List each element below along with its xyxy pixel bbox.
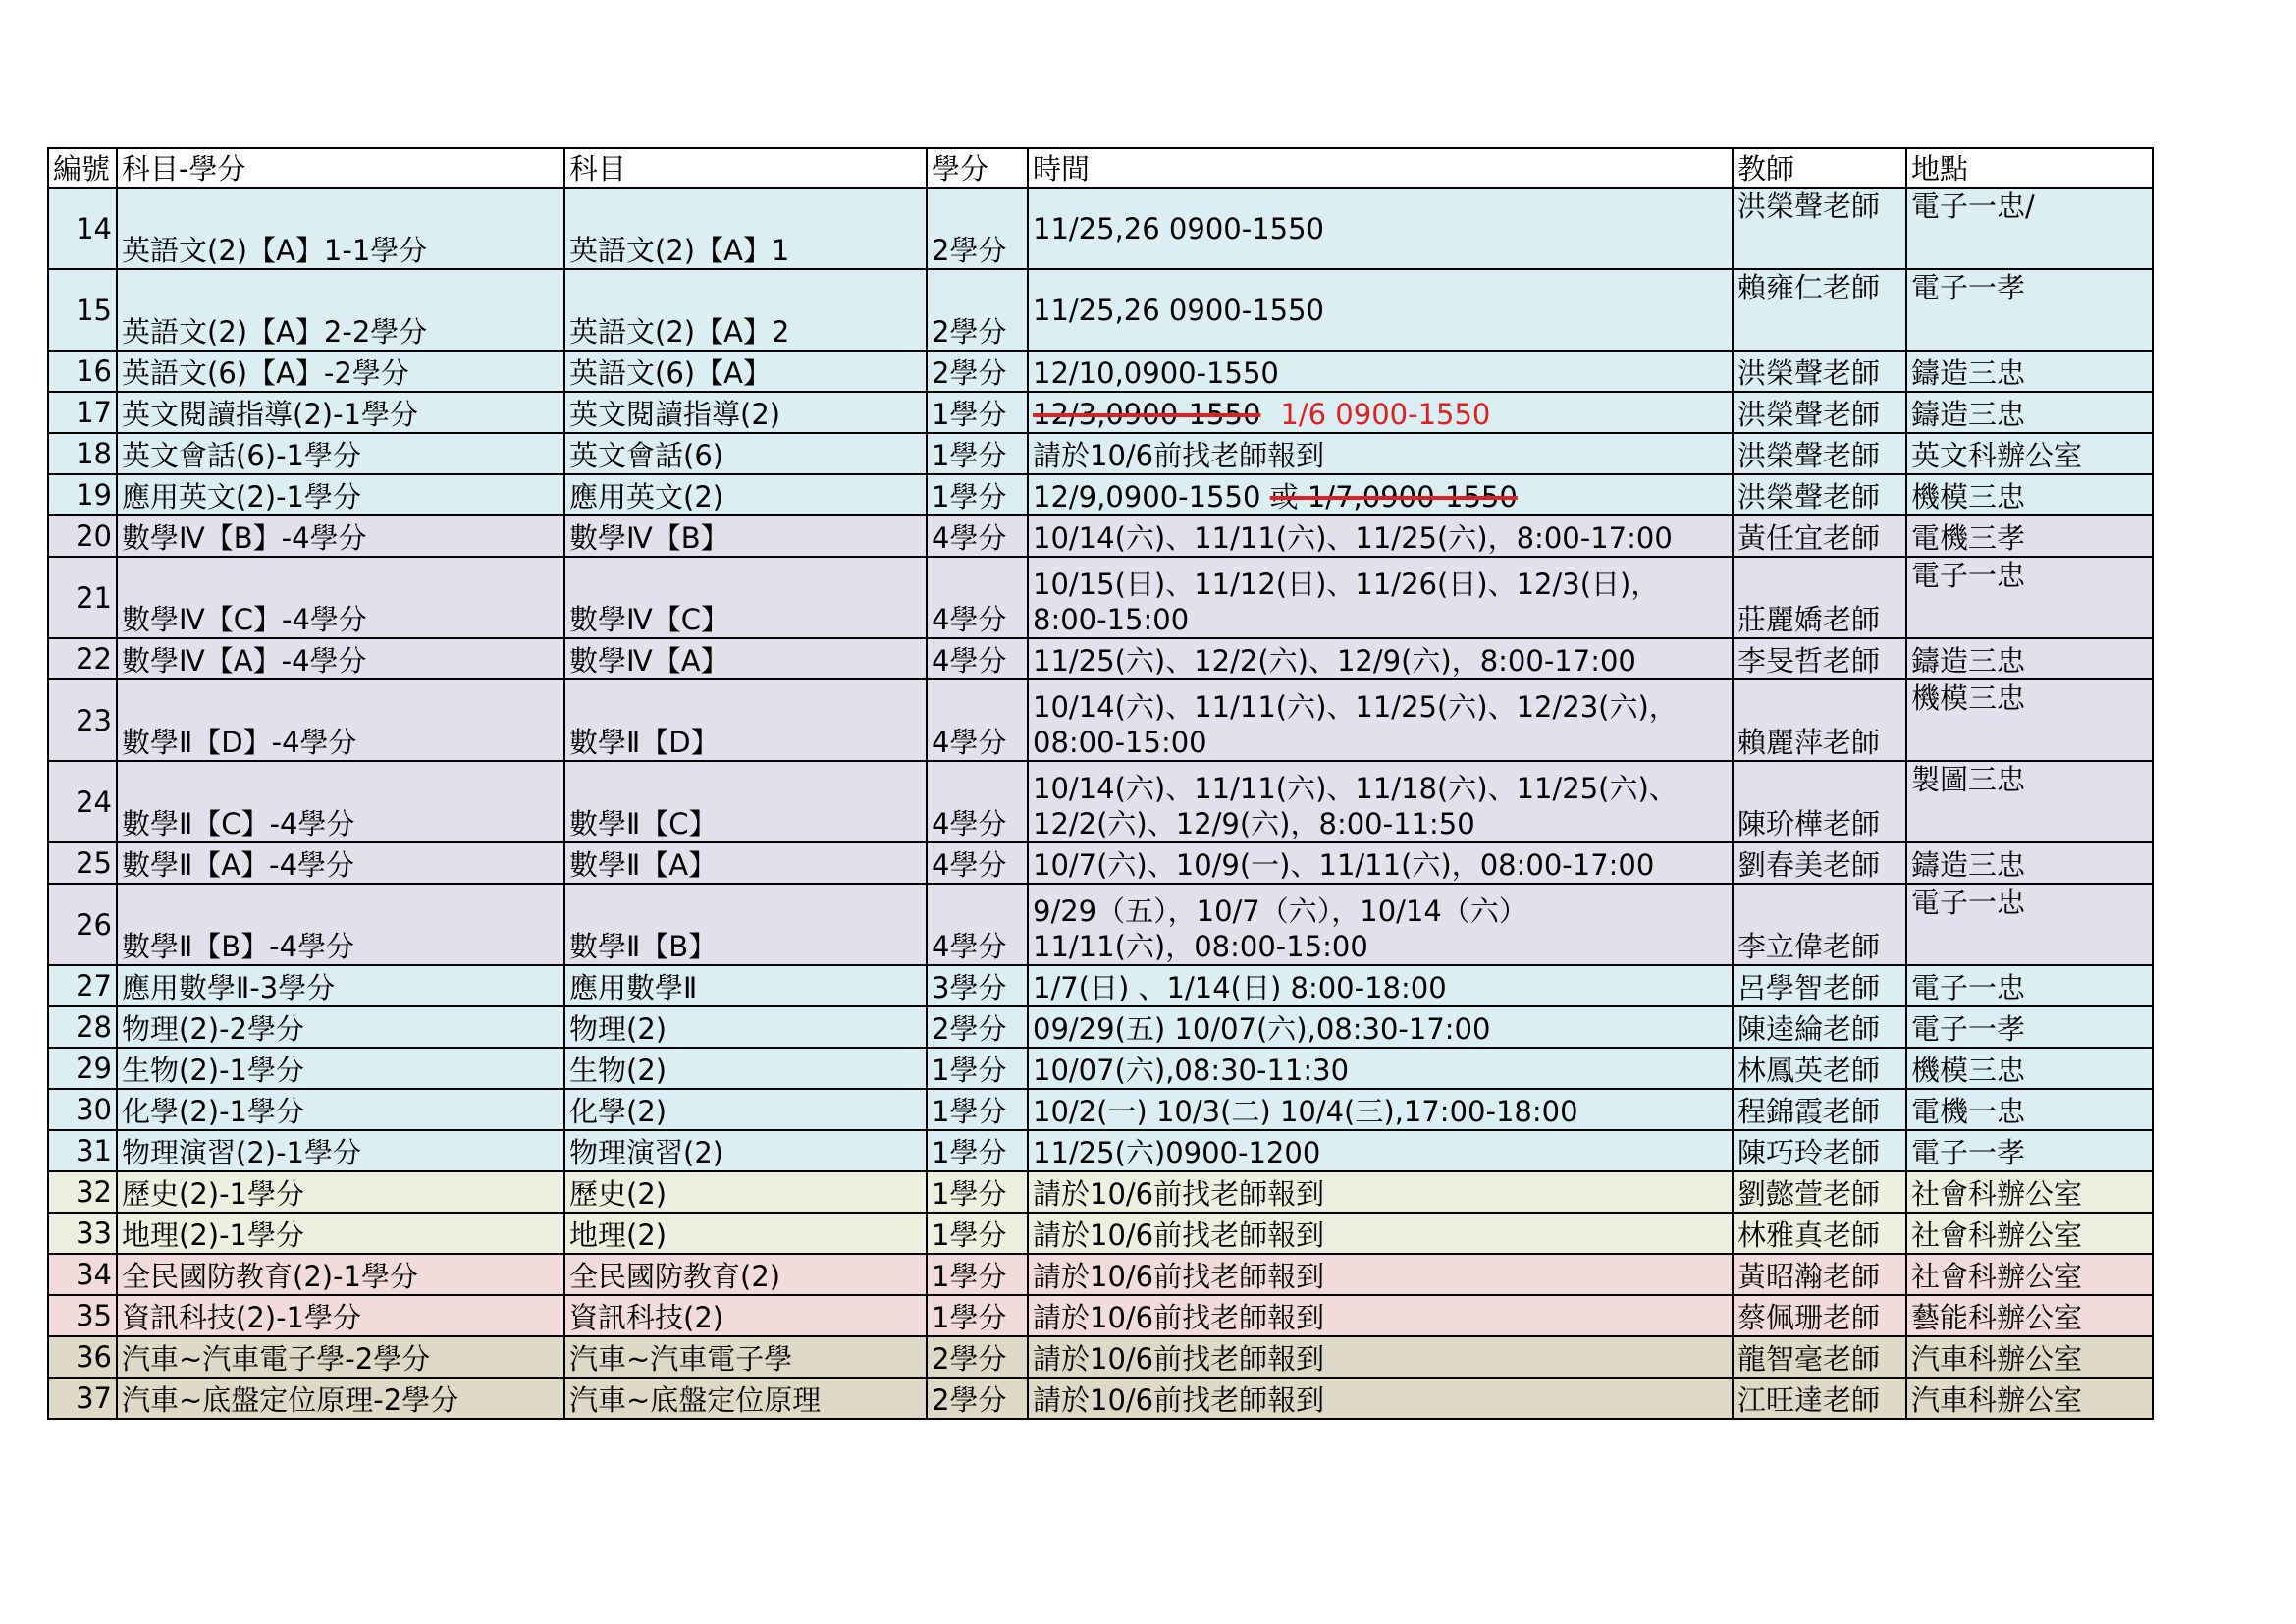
time-line: 09/29(五) 10/07(六),08:30-17:00 — [1033, 1012, 1491, 1046]
row-location: 電子一忠 — [1906, 557, 2153, 638]
time-line: 10/14(六)、11/11(六)、11/18(六)、11/25(六)、 — [1033, 772, 1678, 805]
row-credits: 2學分 — [927, 1006, 1028, 1048]
row-location: 機模三忠 — [1906, 1048, 2153, 1089]
row-teacher: 劉懿萱老師 — [1733, 1171, 1906, 1213]
table-row — [48, 1295, 2153, 1336]
row-credits: 4學分 — [927, 557, 1028, 638]
row-subject: 數學Ⅳ【A】 — [564, 638, 927, 679]
row-subject-credit: 物理(2)-2學分 — [117, 1006, 564, 1048]
row-num: 23 — [48, 679, 117, 761]
row-subject: 數學Ⅳ【C】 — [564, 557, 927, 638]
row-subject-credit: 資訊科技(2)-1學分 — [117, 1295, 564, 1336]
row-teacher: 程錦霞老師 — [1733, 1089, 1906, 1130]
row-location: 社會科辦公室 — [1906, 1213, 2153, 1254]
row-subject-credit: 地理(2)-1學分 — [117, 1213, 564, 1254]
row-num: 24 — [48, 761, 117, 842]
time-struck-text: 12/3,0900-1550 — [1033, 398, 1261, 431]
row-subject: 應用數學Ⅱ — [564, 965, 927, 1006]
row-subject-credit: 汽車~底盤定位原理-2學分 — [117, 1378, 564, 1419]
row-location: 電子一孝 — [1906, 269, 2153, 351]
row-location: 電機三孝 — [1906, 515, 2153, 557]
row-credits: 2學分 — [927, 269, 1028, 351]
row-subject: 物理演習(2) — [564, 1130, 927, 1171]
row-time — [1028, 638, 1733, 679]
time-line: 10/14(六)、11/11(六)、11/25(六)，8:00-17:00 — [1033, 521, 1673, 555]
row-time — [1028, 474, 1733, 515]
row-credits: 1學分 — [927, 1213, 1028, 1254]
row-subject: 汽車~汽車電子學 — [564, 1336, 927, 1378]
row-num: 30 — [48, 1089, 117, 1130]
table-row — [48, 188, 2153, 269]
row-subject-credit: 數學Ⅳ【C】-4學分 — [117, 557, 564, 638]
row-subject: 歷史(2) — [564, 1171, 927, 1213]
row-subject-credit: 應用英文(2)-1學分 — [117, 474, 564, 515]
table-row — [48, 1336, 2153, 1378]
row-time — [1028, 761, 1733, 842]
row-time — [1028, 965, 1733, 1006]
header-credits: 學分 — [927, 148, 1028, 188]
row-credits: 1學分 — [927, 392, 1028, 433]
row-time — [1028, 1213, 1733, 1254]
row-location: 製圖三忠 — [1906, 761, 2153, 842]
row-teacher: 陳逵綸老師 — [1733, 1006, 1906, 1048]
table-row — [48, 1213, 2153, 1254]
row-location: 汽車科辦公室 — [1906, 1336, 2153, 1378]
row-num: 17 — [48, 392, 117, 433]
table-row — [48, 1048, 2153, 1089]
row-location: 鑄造三忠 — [1906, 842, 2153, 884]
time-line: 10/15(日)、11/12(日)、11/26(日)、12/3(日)， — [1033, 568, 1660, 601]
row-subject-credit: 英文閱讀指導(2)-1學分 — [117, 392, 564, 433]
row-subject: 全民國防教育(2) — [564, 1254, 927, 1295]
row-credits: 4學分 — [927, 842, 1028, 884]
row-location: 電機一忠 — [1906, 1089, 2153, 1130]
row-teacher: 龍智毫老師 — [1733, 1336, 1906, 1378]
row-num: 33 — [48, 1213, 117, 1254]
time-line: 12/10,0900-1550 — [1033, 356, 1279, 390]
time-line: 11/25,26 0900-1550 — [1033, 293, 1324, 327]
row-credits: 1學分 — [927, 433, 1028, 474]
row-subject-credit: 歷史(2)-1學分 — [117, 1171, 564, 1213]
row-location: 鑄造三忠 — [1906, 392, 2153, 433]
table-row — [48, 1171, 2153, 1213]
row-teacher: 洪榮聲老師 — [1733, 474, 1906, 515]
row-subject: 數學Ⅱ【D】 — [564, 679, 927, 761]
table-row — [48, 1006, 2153, 1048]
table-row — [48, 515, 2153, 557]
row-subject: 數學Ⅱ【C】 — [564, 761, 927, 842]
row-subject: 英語文(2)【A】2 — [564, 269, 927, 351]
row-teacher: 黃任宜老師 — [1733, 515, 1906, 557]
row-location: 電子一忠 — [1906, 965, 2153, 1006]
time-line: 請於10/6前找老師報到 — [1033, 1218, 1325, 1252]
header-location: 地點 — [1906, 148, 2153, 188]
row-location: 電子一忠 — [1906, 884, 2153, 965]
row-time — [1028, 1378, 1733, 1419]
header-time: 時間 — [1028, 148, 1733, 188]
row-num: 35 — [48, 1295, 117, 1336]
row-credits: 1學分 — [927, 1048, 1028, 1089]
time-line: 11/25(六)0900-1200 — [1033, 1136, 1321, 1169]
row-credits: 3學分 — [927, 965, 1028, 1006]
table-row — [48, 761, 2153, 842]
time-line: 請於10/6前找老師報到 — [1033, 1342, 1325, 1376]
time-line: 10/07(六),08:30-11:30 — [1033, 1054, 1350, 1087]
row-location: 英文科辦公室 — [1906, 433, 2153, 474]
row-subject: 化學(2) — [564, 1089, 927, 1130]
time-line: 請於10/6前找老師報到 — [1033, 1383, 1325, 1417]
row-credits: 2學分 — [927, 351, 1028, 392]
time-line: 10/14(六)、11/11(六)、11/25(六)、12/23(六)， — [1033, 690, 1678, 724]
time-line: 11/25(六)、12/2(六)、12/9(六)，8:00-17:00 — [1033, 644, 1636, 677]
row-num: 15 — [48, 269, 117, 351]
row-location: 機模三忠 — [1906, 474, 2153, 515]
row-subject-credit: 數學Ⅱ【A】-4學分 — [117, 842, 564, 884]
row-time — [1028, 1336, 1733, 1378]
table-row — [48, 351, 2153, 392]
row-location: 機模三忠 — [1906, 679, 2153, 761]
row-subject: 英語文(6)【A】 — [564, 351, 927, 392]
row-subject-credit: 數學Ⅱ【B】-4學分 — [117, 884, 564, 965]
time-line: 12/2(六)、12/9(六)，8:00-11:50 — [1033, 807, 1475, 840]
time-text: 12/9,0900-1550 — [1033, 480, 1270, 514]
row-time — [1028, 1048, 1733, 1089]
table-row — [48, 965, 2153, 1006]
row-num: 25 — [48, 842, 117, 884]
row-credits: 1學分 — [927, 1295, 1028, 1336]
table-row — [48, 392, 2153, 433]
row-teacher: 蔡佩珊老師 — [1733, 1295, 1906, 1336]
row-subject: 生物(2) — [564, 1048, 927, 1089]
table-row — [48, 474, 2153, 515]
row-credits: 2學分 — [927, 1336, 1028, 1378]
row-location: 社會科辦公室 — [1906, 1254, 2153, 1295]
row-time — [1028, 1254, 1733, 1295]
time-line: 11/25,26 0900-1550 — [1033, 211, 1324, 245]
row-time — [1028, 1089, 1733, 1130]
row-subject-credit: 數學Ⅳ【B】-4學分 — [117, 515, 564, 557]
row-teacher: 賴雍仁老師 — [1733, 269, 1906, 351]
row-credits: 4學分 — [927, 515, 1028, 557]
row-teacher: 賴麗萍老師 — [1733, 679, 1906, 761]
row-location: 鑄造三忠 — [1906, 638, 2153, 679]
row-time — [1028, 392, 1733, 433]
row-subject-credit: 數學Ⅳ【A】-4學分 — [117, 638, 564, 679]
row-teacher: 洪榮聲老師 — [1733, 188, 1906, 269]
header-subject: 科目 — [564, 148, 927, 188]
row-num: 27 — [48, 965, 117, 1006]
row-teacher: 陳玠樺老師 — [1733, 761, 1906, 842]
row-subject: 數學Ⅱ【A】 — [564, 842, 927, 884]
time-line: 8:00-15:00 — [1033, 603, 1190, 636]
row-subject-credit: 數學Ⅱ【C】-4學分 — [117, 761, 564, 842]
row-subject: 數學Ⅳ【B】 — [564, 515, 927, 557]
row-location: 電子一孝 — [1906, 1006, 2153, 1048]
row-location: 汽車科辦公室 — [1906, 1378, 2153, 1419]
row-num: 19 — [48, 474, 117, 515]
row-subject: 資訊科技(2) — [564, 1295, 927, 1336]
row-time — [1028, 188, 1733, 269]
row-subject-credit: 化學(2)-1學分 — [117, 1089, 564, 1130]
row-num: 31 — [48, 1130, 117, 1171]
row-teacher: 李旻哲老師 — [1733, 638, 1906, 679]
row-credits: 4學分 — [927, 761, 1028, 842]
row-num: 18 — [48, 433, 117, 474]
row-credits: 4學分 — [927, 884, 1028, 965]
row-subject-credit: 生物(2)-1學分 — [117, 1048, 564, 1089]
row-subject: 汽車~底盤定位原理 — [564, 1378, 927, 1419]
row-location: 藝能科辦公室 — [1906, 1295, 2153, 1336]
row-teacher: 李立偉老師 — [1733, 884, 1906, 965]
row-location: 鑄造三忠 — [1906, 351, 2153, 392]
row-teacher: 洪榮聲老師 — [1733, 351, 1906, 392]
row-num: 16 — [48, 351, 117, 392]
schedule-sheet — [47, 147, 2152, 1420]
table-row — [48, 269, 2153, 351]
row-teacher: 呂學智老師 — [1733, 965, 1906, 1006]
row-subject-credit: 英文會話(6)-1學分 — [117, 433, 564, 474]
row-subject: 英文閱讀指導(2) — [564, 392, 927, 433]
table-row — [48, 638, 2153, 679]
row-subject-credit: 英語文(6)【A】-2學分 — [117, 351, 564, 392]
time-line: 08:00-15:00 — [1033, 726, 1207, 759]
row-location: 電子一忠/ — [1906, 188, 2153, 269]
row-time — [1028, 679, 1733, 761]
row-teacher: 林雅真老師 — [1733, 1213, 1906, 1254]
row-num: 22 — [48, 638, 117, 679]
table-row — [48, 1130, 2153, 1171]
table-row — [48, 1089, 2153, 1130]
row-teacher: 江旺達老師 — [1733, 1378, 1906, 1419]
table-row — [48, 884, 2153, 965]
row-teacher: 莊麗嬌老師 — [1733, 557, 1906, 638]
row-time — [1028, 557, 1733, 638]
row-time — [1028, 884, 1733, 965]
row-credits: 4學分 — [927, 679, 1028, 761]
row-time — [1028, 351, 1733, 392]
row-subject-credit: 數學Ⅱ【D】-4學分 — [117, 679, 564, 761]
row-location: 社會科辦公室 — [1906, 1171, 2153, 1213]
row-teacher: 黃昭瀚老師 — [1733, 1254, 1906, 1295]
course-schedule-table — [47, 147, 2154, 1420]
row-subject: 英語文(2)【A】1 — [564, 188, 927, 269]
row-time — [1028, 433, 1733, 474]
row-subject: 物理(2) — [564, 1006, 927, 1048]
row-teacher: 陳巧玲老師 — [1733, 1130, 1906, 1171]
row-teacher: 洪榮聲老師 — [1733, 433, 1906, 474]
header-subject-credit: 科目-學分 — [117, 148, 564, 188]
row-teacher: 林鳳英老師 — [1733, 1048, 1906, 1089]
row-credits: 1學分 — [927, 474, 1028, 515]
header-teacher: 教師 — [1733, 148, 1906, 188]
row-time — [1028, 1171, 1733, 1213]
row-credits: 1學分 — [927, 1171, 1028, 1213]
row-num: 36 — [48, 1336, 117, 1378]
row-num: 21 — [48, 557, 117, 638]
row-subject: 地理(2) — [564, 1213, 927, 1254]
time-line: 請於10/6前找老師報到 — [1033, 1260, 1325, 1293]
time-line: 9/29（五），10/7（六），10/14（六） — [1033, 894, 1527, 928]
row-time — [1028, 515, 1733, 557]
row-num: 29 — [48, 1048, 117, 1089]
table-row — [48, 1378, 2153, 1419]
row-num: 32 — [48, 1171, 117, 1213]
row-subject: 應用英文(2) — [564, 474, 927, 515]
row-num: 34 — [48, 1254, 117, 1295]
table-row — [48, 679, 2153, 761]
row-subject: 英文會話(6) — [564, 433, 927, 474]
table-row — [48, 842, 2153, 884]
row-subject-credit: 全民國防教育(2)-1學分 — [117, 1254, 564, 1295]
time-line: 請於10/6前找老師報到 — [1033, 1301, 1325, 1334]
row-subject-credit: 應用數學Ⅱ-3學分 — [117, 965, 564, 1006]
row-time — [1028, 1295, 1733, 1336]
time-line: 10/2(一) 10/3(二) 10/4(三),17:00-18:00 — [1033, 1095, 1578, 1128]
row-time — [1028, 1006, 1733, 1048]
time-line: 10/7(六)、10/9(一)、11/11(六)，08:00-17:00 — [1033, 848, 1655, 882]
time-revised-text: 1/6 0900-1550 — [1280, 398, 1491, 431]
row-num: 37 — [48, 1378, 117, 1419]
row-credits: 1學分 — [927, 1254, 1028, 1295]
time-line: 請於10/6前找老師報到 — [1033, 1177, 1325, 1211]
row-subject-credit: 汽車~汽車電子學-2學分 — [117, 1336, 564, 1378]
table-row — [48, 557, 2153, 638]
time-line: 1/7(日) 、1/14(日) 8:00-18:00 — [1033, 971, 1447, 1004]
row-teacher: 劉春美老師 — [1733, 842, 1906, 884]
table-row — [48, 1254, 2153, 1295]
row-subject-credit: 英語文(2)【A】1-1學分 — [117, 188, 564, 269]
row-teacher: 洪榮聲老師 — [1733, 392, 1906, 433]
row-credits: 2學分 — [927, 188, 1028, 269]
header-row — [48, 148, 2153, 188]
row-credits: 1學分 — [927, 1130, 1028, 1171]
time-struck-text: 或 1/7,0900-1550 — [1269, 480, 1518, 514]
row-time — [1028, 1130, 1733, 1171]
row-credits: 4學分 — [927, 638, 1028, 679]
row-credits: 1學分 — [927, 1089, 1028, 1130]
time-line: 請於10/6前找老師報到 — [1033, 439, 1325, 472]
table-row — [48, 433, 2153, 474]
row-subject-credit: 物理演習(2)-1學分 — [117, 1130, 564, 1171]
row-location: 電子一孝 — [1906, 1130, 2153, 1171]
row-num: 28 — [48, 1006, 117, 1048]
row-num: 20 — [48, 515, 117, 557]
row-num: 14 — [48, 188, 117, 269]
row-subject: 數學Ⅱ【B】 — [564, 884, 927, 965]
time-line: 11/11(六)，08:00-15:00 — [1033, 930, 1368, 963]
row-credits: 2學分 — [927, 1378, 1028, 1419]
row-time — [1028, 842, 1733, 884]
row-subject-credit: 英語文(2)【A】2-2學分 — [117, 269, 564, 351]
row-num: 26 — [48, 884, 117, 965]
row-time — [1028, 269, 1733, 351]
header-num: 編號 — [48, 148, 117, 188]
